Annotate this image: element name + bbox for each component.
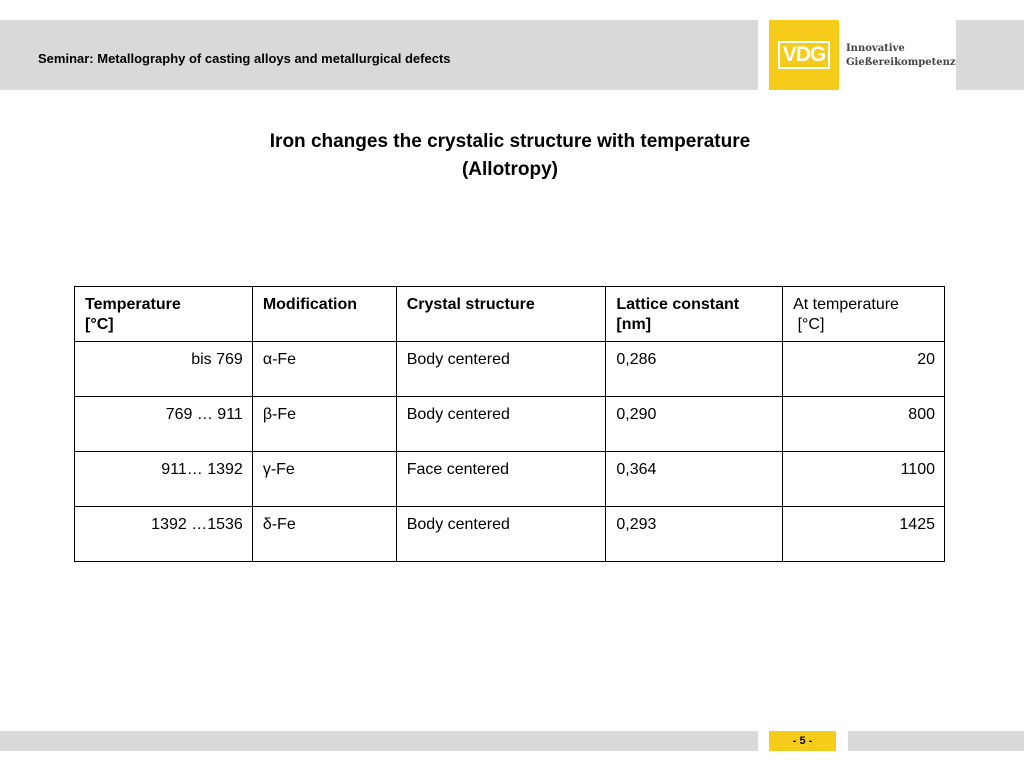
- seminar-title: Seminar: Metallography of casting alloys and metallurgical defects: [38, 51, 451, 66]
- page-number: - 5 -: [769, 731, 836, 751]
- table-row: [75, 397, 945, 452]
- table-row: [75, 507, 945, 562]
- cell-modification: α-Fe: [252, 342, 396, 397]
- header-lattice-constant: [606, 287, 783, 342]
- logo-tagline: [846, 42, 956, 70]
- cell-temperature: 911… 1392: [75, 452, 253, 507]
- cell-temperature: 769 … 911: [75, 397, 253, 452]
- cell-at-temperature: 800: [783, 397, 945, 452]
- cell-lattice: 0,293: [606, 507, 783, 562]
- cell-at-temperature: 20: [783, 342, 945, 397]
- logo-tagline-line1: Innovative: [846, 43, 905, 54]
- cell-modification: β-Fe: [252, 397, 396, 452]
- cell-lattice: 0,364: [606, 452, 783, 507]
- table-row: [75, 342, 945, 397]
- slide-title: [0, 128, 1020, 184]
- slide-title-line2: (Allotropy): [461, 159, 559, 180]
- slide-title-line1: Iron changes the crystalic structure with temperature: [269, 131, 751, 152]
- header-temperature: [75, 287, 253, 342]
- allotropy-table: [74, 286, 945, 562]
- header-at-temp-line2: [°C]: [797, 316, 825, 333]
- header-right-band: [956, 20, 1024, 90]
- table-row: [75, 452, 945, 507]
- header-crystal-structure: Crystal structure: [396, 287, 606, 342]
- cell-modification: δ-Fe: [252, 507, 396, 562]
- cell-at-temperature: 1425: [783, 507, 945, 562]
- header-at-temperature: [783, 287, 945, 342]
- header-at-temp-line1: At temperature: [793, 296, 899, 313]
- cell-structure: Body centered: [396, 397, 606, 452]
- header-lattice-line1: Lattice constant: [616, 296, 740, 313]
- logo-tagline-line2: Gießereikompetenz: [846, 57, 956, 68]
- vdg-logo-mark: VDG: [778, 41, 831, 69]
- vdg-logo: [769, 20, 839, 90]
- footer-band-left: [0, 731, 758, 751]
- table-header-row: [75, 287, 945, 342]
- footer-band-right: [848, 731, 1024, 751]
- cell-temperature: 1392 …1536: [75, 507, 253, 562]
- header-lattice-line2: [nm]: [616, 316, 652, 333]
- cell-lattice: 0,290: [606, 397, 783, 452]
- cell-temperature: bis 769: [75, 342, 253, 397]
- header-modification: Modification: [252, 287, 396, 342]
- header-temperature-line1: Temperature: [85, 296, 181, 313]
- header-temperature-line2: [°C]: [85, 316, 114, 333]
- cell-structure: Face centered: [396, 452, 606, 507]
- cell-lattice: 0,286: [606, 342, 783, 397]
- cell-at-temperature: 1100: [783, 452, 945, 507]
- cell-structure: Body centered: [396, 507, 606, 562]
- cell-structure: Body centered: [396, 342, 606, 397]
- cell-modification: γ-Fe: [252, 452, 396, 507]
